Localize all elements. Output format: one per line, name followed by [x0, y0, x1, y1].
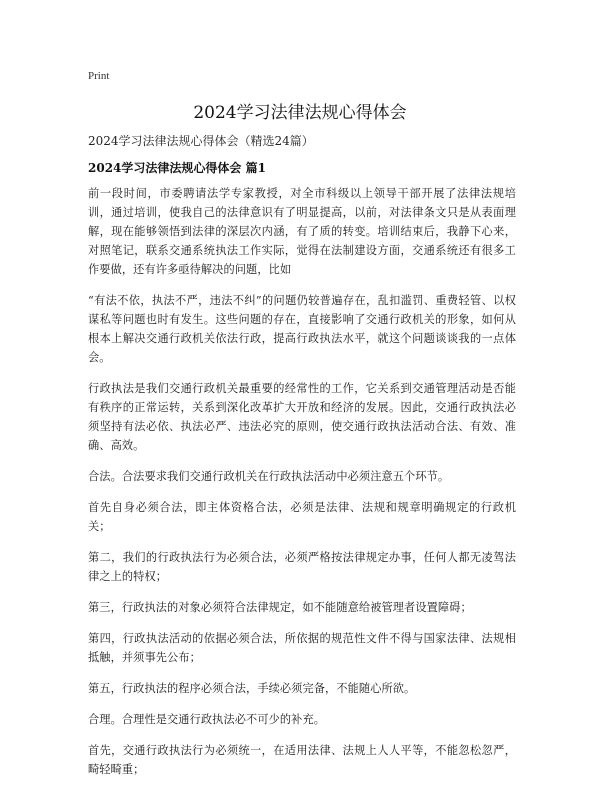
paragraph: 合法。合法要求我们交通行政机关在行政执法活动中必须注意五个环节。 — [88, 470, 450, 483]
paragraph: 合理。合理性是交通行政执法必不可少的补充。 — [88, 713, 326, 726]
paragraph: 第四，行政执法活动的依据必须合法，所依据的规范性文件不得与国家法律、法规相抵触，并须事先公布； — [88, 632, 516, 664]
paragraph: 第二，我们的行政执法行为必须合法，必须严格按法律规定办事，任何人都无凌驾法律之上的特权； — [88, 551, 516, 583]
section-heading: 2024学习法律法规心得体会 篇1 — [88, 161, 266, 175]
print-label: Print — [88, 70, 110, 82]
paragraph: 前一段时间，市委聘请法学专家教授，对全市科级以上领导干部开展了法律法规培训，通过培训，使我自己的法律意识有了明显提高，以前，对法律条文只是从表面理解，现在能够领悟到法律的深层次内涵，有了质的转变。培训结束后，我静下心来，对照笔记，联系交通系统执法工作实际，觉得在法制建设方面，交通系统还有很多工作要做，还有许多亟待解决的问题，比如 — [88, 187, 516, 276]
document-subtitle: 2024学习法律法规心得体会（精选24篇） — [88, 134, 314, 148]
paragraph: 首先，交通行政执法行为必须统一，在适用法律、法规上人人平等，不能忽松忽严，畸轻畸重； — [88, 744, 516, 776]
paragraph: 第三，行政执法的对象必须符合法律规定，如不能随意给被管理者设置障碍； — [88, 601, 472, 614]
paragraph: 首先自身必须合法，即主体资格合法，必须是法律、法规和规章明确规定的行政机关； — [88, 501, 516, 533]
document-title: 2024学习法律法规心得体会 — [193, 103, 407, 123]
paragraph: 行政执法是我们交通行政机关最重要的经常性的工作，它关系到交通管理活动是否能有秩序的正常运转，关系到深化改革扩大开放和经济的发展。因此，交通行政执法必须坚持有法必依、执法必严、违法必究的原则，使交通行政执法活动合法、有效、准确、高效。 — [88, 382, 516, 452]
paragraph: “有法不依，执法不严，违法不纠”的问题仍较普遍存在，乱扣滥罚、重费轻管、以权谋私等问题也时有发生。这些问题的存在，直接影响了交通行政机关的形象，如何从根本上解决交通行政机关依法行政，提高行政执法水平，就这个问题谈谈我的一点体会。 — [88, 294, 516, 364]
paragraph: 第五，行政执法的程序必须合法，手续必须完备，不能随心所欲。 — [88, 682, 416, 695]
document-body — [88, 184, 516, 791]
